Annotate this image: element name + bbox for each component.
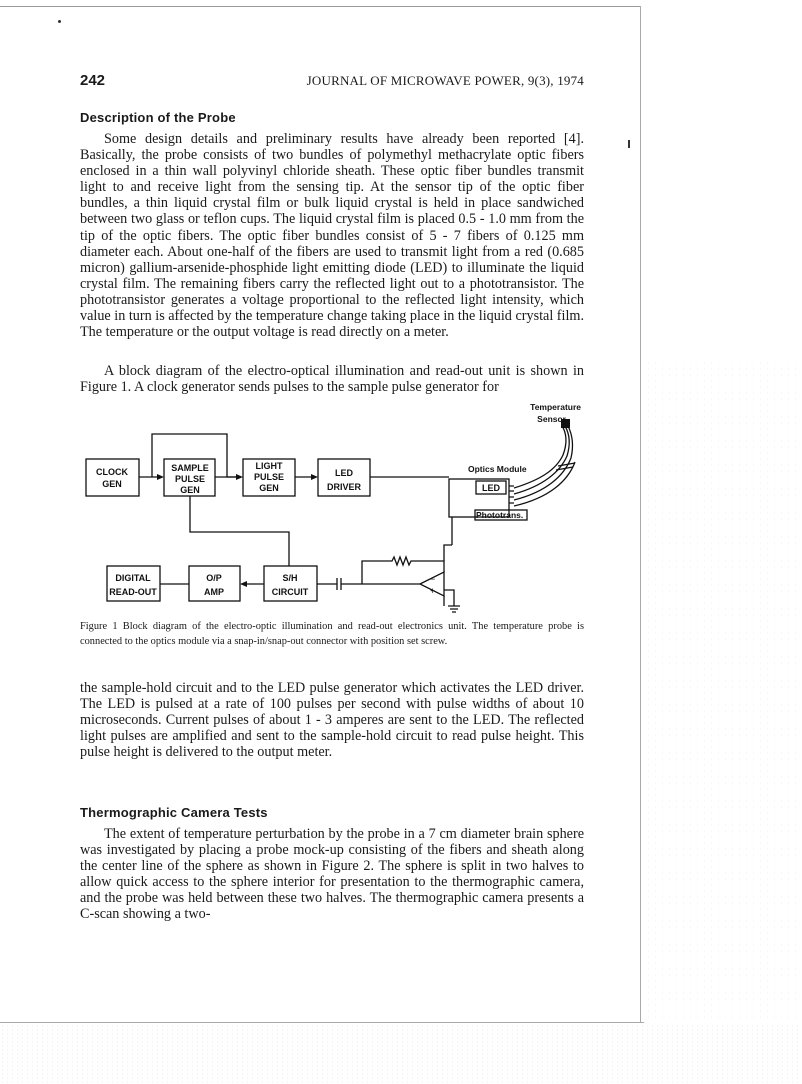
scan-speck bbox=[628, 140, 630, 148]
paragraph-probe-description: Some design details and preliminary results have already been reported [4]. Basically, the probe consists of two bundles of polymethyl methacrylate optic fibers enclosed in a thin wall polyvinyl chloride sheath. These optic fiber bundles transmit light to and receive light from the sensing tip. At the sensor tip of the optic fiber bundles, a thin liquid crystal film or bulk liquid crystal is held in place sandwiched between two glass or teflon cups. The liquid crystal film is placed 0.5 - 1.0 mm from the tip of the optic fibers. The optic fiber bundles consist of 5 - 7 fibers of 0.125 mm diameter each. About one-half of the fibers are used to transmit light from a red (0.685 micron) gallium-arsenide-phosphide light emitting diode (LED) to illuminate the liquid crystal film. The remaining fibers carry the reflected light out to a phototransistor. The phototransistor generates a voltage proportional to the reflected light intensity, which value in turn is affected by the temperature change taking place in the liquid crystal film. The temperature or the output voltage is read directly on a meter. bbox=[80, 131, 585, 341]
arrowhead bbox=[236, 474, 243, 480]
page-edge-right bbox=[640, 6, 641, 1022]
sample-label-3: GEN bbox=[180, 485, 200, 495]
opamp-minus-sign: − bbox=[430, 574, 436, 584]
clock-label-1: CLOCK bbox=[96, 467, 128, 477]
clock-gen-block bbox=[86, 459, 139, 496]
optic-fiber-1 bbox=[514, 426, 566, 488]
light-label-1: LIGHT bbox=[255, 461, 283, 471]
paragraph-block-diagram-intro: A block diagram of the electro-optical illumination and read-out unit is shown in Figure 1. A clock generator sends pulses to the sample pulse generator for bbox=[80, 363, 584, 396]
section-heading-thermographic: Thermographic Camera Tests bbox=[80, 805, 268, 820]
label-optics-led: LED bbox=[482, 483, 500, 493]
arrowhead bbox=[311, 474, 318, 480]
wire-sample-to-sh bbox=[190, 496, 289, 566]
light-label-3: GEN bbox=[259, 483, 279, 493]
sh-label-2: CIRCUIT bbox=[271, 587, 309, 597]
sh-label-1: S/H bbox=[282, 573, 298, 583]
led-driver-label-2: DRIVER bbox=[326, 482, 362, 492]
scan-speck bbox=[58, 20, 61, 23]
arrowhead bbox=[157, 474, 164, 480]
paragraph-thermographic-tests: The extent of temperature perturbation by the probe in a 7 cm diameter brain sphere was investigated by placing a probe mock-up consisting of the fibers and sheath along the center line of the sphere as shown in Figure 2. The sphere is split in two halves to allow quick access to the sphere interior for presentation to the thermographic camera, and the probe was held between these two halves. The thermographic camera presents a C-scan showing a two- bbox=[80, 826, 584, 923]
label-optics-module: Optics Module bbox=[468, 464, 527, 474]
fiber-connector bbox=[509, 486, 514, 503]
page-number: 242 bbox=[80, 72, 106, 89]
sample-label-2: PULSE bbox=[174, 474, 206, 484]
scan-noise-right bbox=[645, 360, 802, 1020]
digital-label-2: READ-OUT bbox=[109, 587, 157, 597]
op-amp-label-1: O/P bbox=[206, 573, 222, 583]
wire-opamp-plus bbox=[444, 590, 454, 606]
sample-label-1: SAMPLE bbox=[171, 463, 209, 473]
ground-symbol bbox=[448, 606, 460, 612]
arrowhead bbox=[240, 581, 247, 587]
page-header bbox=[80, 72, 584, 92]
label-sensor: Sensor bbox=[537, 414, 566, 424]
op-amp-label-2: AMP bbox=[204, 587, 224, 597]
section-heading-description: Description of the Probe bbox=[80, 110, 236, 125]
wire-opamp-in bbox=[444, 545, 452, 561]
page-edge-bottom bbox=[0, 1022, 644, 1023]
digital-label-1: DIGITAL bbox=[115, 573, 151, 583]
capacitor bbox=[337, 578, 341, 590]
opamp-plus-sign: + bbox=[430, 586, 436, 596]
scan-noise-bottom bbox=[0, 1024, 802, 1084]
led-driver-label-1: LED bbox=[335, 468, 353, 478]
paragraph-led-pulsing: the sample-hold circuit and to the LED pulse generator which activates the LED driver. The LED is pulsed at a rate of 100 pulses per second with pulse widths of about 10 microseconds. Current pulses of about 1 - 3 amperes are sent to the LED. The reflected light pulses are amplified and sent to the sample-hold circuit to read pulse height. This pulse height is delivered to the output meter. bbox=[80, 680, 584, 761]
label-phototrans: Phototrans. bbox=[476, 510, 524, 520]
running-head: JOURNAL OF MICROWAVE POWER, 9(3), 1974 bbox=[306, 73, 584, 88]
clock-label-2: GEN bbox=[102, 479, 122, 489]
page-edge-top bbox=[0, 6, 640, 7]
light-label-2: PULSE bbox=[253, 472, 285, 482]
figure-1-caption: Figure 1 Block diagram of the electro-optic illumination and read-out electronics unit. The temperature probe is connected to the optics module via a snap-in/snap-out connector with position set screw. bbox=[80, 621, 584, 647]
label-temperature: Temperature bbox=[530, 402, 581, 412]
figure-1-block-diagram bbox=[0, 398, 640, 616]
